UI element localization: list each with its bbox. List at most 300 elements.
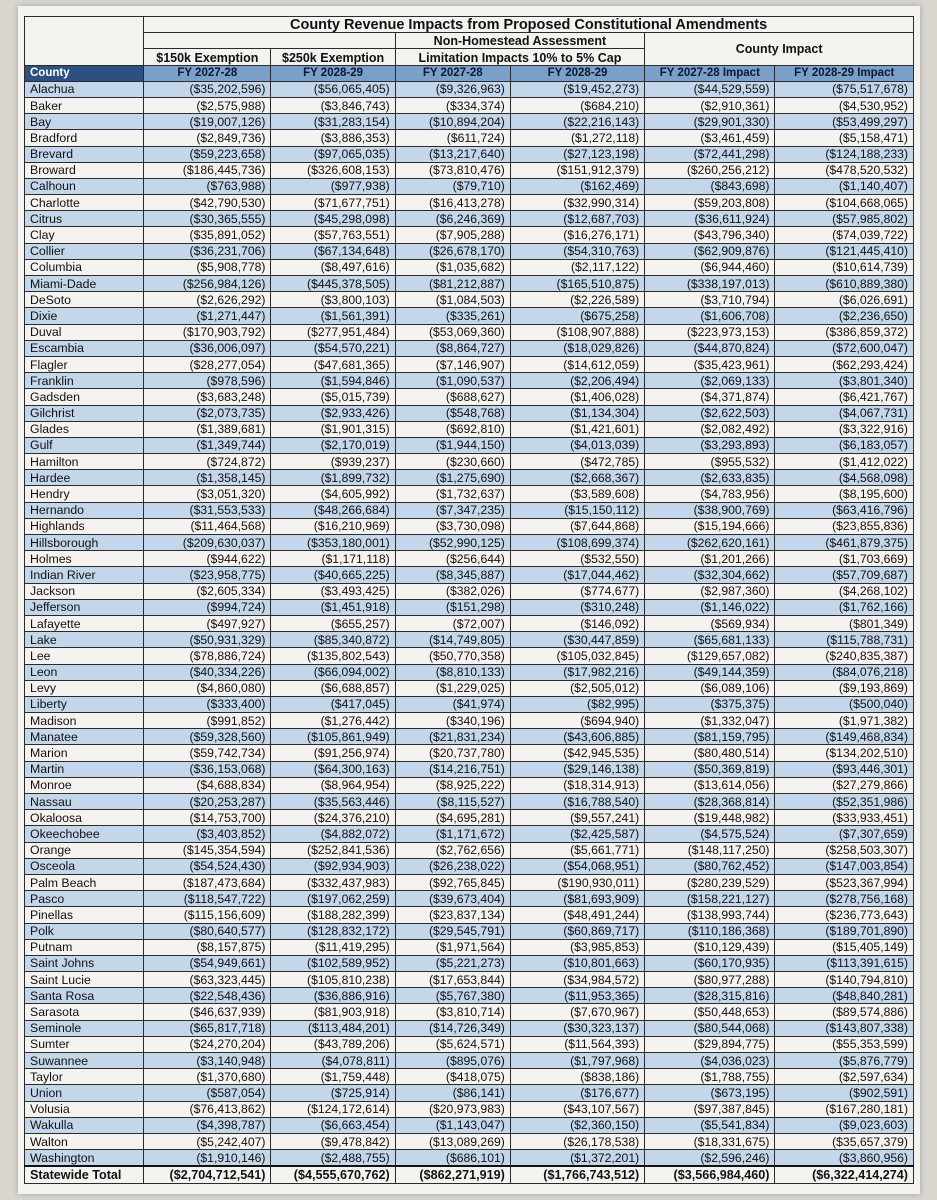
- value-cell: ($7,146,907): [395, 356, 510, 372]
- table-row: [25, 648, 914, 664]
- value-cell: ($1,271,447): [144, 308, 271, 324]
- value-cell: ($97,065,035): [271, 146, 395, 162]
- value-cell: ($17,044,462): [510, 567, 644, 583]
- table-row: [25, 632, 914, 648]
- table-row: [25, 1085, 914, 1101]
- value-cell: ($18,314,913): [510, 777, 644, 793]
- value-cell: ($2,206,494): [510, 373, 644, 389]
- table-row: [25, 1150, 914, 1167]
- value-cell: ($30,447,859): [510, 632, 644, 648]
- value-cell: ($5,661,771): [510, 842, 644, 858]
- value-cell: ($1,358,145): [144, 470, 271, 486]
- value-cell: ($39,673,404): [395, 891, 510, 907]
- county-name-cell: Wakulla: [25, 1117, 144, 1133]
- value-cell: ($45,298,098): [271, 211, 395, 227]
- value-cell: ($252,841,536): [271, 842, 395, 858]
- value-cell: ($148,117,250): [645, 842, 775, 858]
- table-row: [25, 405, 914, 421]
- value-cell: ($3,683,248): [144, 389, 271, 405]
- value-cell: ($1,370,680): [144, 1069, 271, 1085]
- value-cell: ($1,412,022): [775, 454, 914, 470]
- county-name-cell: Walton: [25, 1133, 144, 1149]
- table-row: [25, 777, 914, 793]
- value-cell: ($4,013,039): [510, 437, 644, 453]
- value-cell: ($145,354,594): [144, 842, 271, 858]
- value-cell: ($48,266,684): [271, 502, 395, 518]
- value-cell: ($115,788,731): [775, 632, 914, 648]
- county-name-cell: Levy: [25, 680, 144, 696]
- value-cell: ($4,605,992): [271, 486, 395, 502]
- value-cell: ($8,864,727): [395, 340, 510, 356]
- value-cell: ($20,973,983): [395, 1101, 510, 1117]
- value-cell: ($146,092): [510, 615, 644, 631]
- table-row: [25, 502, 914, 518]
- value-cell: ($19,007,126): [144, 114, 271, 130]
- value-cell: ($93,446,301): [775, 761, 914, 777]
- county-name-cell: Nassau: [25, 794, 144, 810]
- county-name-cell: Manatee: [25, 729, 144, 745]
- value-cell: ($262,620,161): [645, 535, 775, 551]
- table-row: [25, 373, 914, 389]
- county-name-cell: Citrus: [25, 211, 144, 227]
- value-cell: ($5,908,778): [144, 259, 271, 275]
- value-cell: ($692,810): [395, 421, 510, 437]
- table-row: [25, 308, 914, 324]
- value-cell: ($1,421,601): [510, 421, 644, 437]
- value-cell: ($2,117,122): [510, 259, 644, 275]
- county-name-cell: Jefferson: [25, 599, 144, 615]
- value-cell: ($23,958,775): [144, 567, 271, 583]
- value-cell: ($15,150,112): [510, 502, 644, 518]
- county-name-cell: Gulf: [25, 437, 144, 453]
- value-cell: ($3,403,852): [144, 826, 271, 842]
- value-cell: ($67,134,648): [271, 243, 395, 259]
- value-cell: ($4,398,787): [144, 1117, 271, 1133]
- value-cell: ($587,054): [144, 1085, 271, 1101]
- value-cell: ($135,802,543): [271, 648, 395, 664]
- value-cell: ($53,499,297): [775, 114, 914, 130]
- value-cell: ($27,279,866): [775, 777, 914, 793]
- value-cell: ($991,852): [144, 713, 271, 729]
- value-cell: ($124,172,614): [271, 1101, 395, 1117]
- value-cell: ($6,246,369): [395, 211, 510, 227]
- value-cell: ($686,101): [395, 1150, 510, 1167]
- value-cell: ($89,574,886): [775, 1004, 914, 1020]
- value-cell: ($3,051,320): [144, 486, 271, 502]
- total-value: ($6,322,414,274): [775, 1166, 914, 1183]
- value-cell: ($977,938): [271, 178, 395, 194]
- value-cell: ($26,678,170): [395, 243, 510, 259]
- county-name-cell: Broward: [25, 162, 144, 178]
- county-name-cell: Charlotte: [25, 195, 144, 211]
- value-cell: ($28,368,814): [645, 794, 775, 810]
- value-cell: ($140,794,810): [775, 972, 914, 988]
- value-cell: ($49,144,359): [645, 664, 775, 680]
- county-name-cell: Highlands: [25, 518, 144, 534]
- fy-header-1: FY 2027-28: [144, 65, 271, 81]
- value-cell: ($15,194,666): [645, 518, 775, 534]
- value-cell: ($2,668,367): [510, 470, 644, 486]
- value-cell: ($2,849,736): [144, 130, 271, 146]
- value-cell: ($30,365,555): [144, 211, 271, 227]
- county-name-cell: Okaloosa: [25, 810, 144, 826]
- value-cell: ($3,140,948): [144, 1053, 271, 1069]
- county-name-cell: Martin: [25, 761, 144, 777]
- fy-header-6: FY 2028-29 Impact: [775, 65, 914, 81]
- value-cell: ($230,660): [395, 454, 510, 470]
- value-cell: ($1,762,166): [775, 599, 914, 615]
- value-cell: ($1,899,732): [271, 470, 395, 486]
- value-cell: ($5,015,739): [271, 389, 395, 405]
- value-cell: ($1,035,682): [395, 259, 510, 275]
- county-name-cell: Holmes: [25, 551, 144, 567]
- value-cell: ($14,726,349): [395, 1020, 510, 1036]
- county-name-cell: Dixie: [25, 308, 144, 324]
- value-cell: ($74,039,722): [775, 227, 914, 243]
- value-cell: ($5,158,471): [775, 130, 914, 146]
- county-name-cell: Liberty: [25, 696, 144, 712]
- value-cell: ($382,026): [395, 583, 510, 599]
- value-cell: ($338,197,013): [645, 276, 775, 292]
- value-cell: ($149,468,834): [775, 729, 914, 745]
- value-cell: ($118,547,722): [144, 891, 271, 907]
- table-row: [25, 696, 914, 712]
- value-cell: ($11,953,365): [510, 988, 644, 1004]
- value-cell: ($3,293,893): [645, 437, 775, 453]
- value-cell: ($54,310,763): [510, 243, 644, 259]
- value-cell: ($1,944,150): [395, 437, 510, 453]
- value-cell: ($1,703,669): [775, 551, 914, 567]
- county-name-cell: Marion: [25, 745, 144, 761]
- value-cell: ($11,564,393): [510, 1036, 644, 1052]
- value-cell: ($340,196): [395, 713, 510, 729]
- value-cell: ($569,934): [645, 615, 775, 631]
- table-row: [25, 535, 914, 551]
- value-cell: ($497,927): [144, 615, 271, 631]
- value-cell: ($3,800,103): [271, 292, 395, 308]
- table-row: [25, 1101, 914, 1117]
- value-cell: ($1,910,146): [144, 1150, 271, 1167]
- value-cell: ($105,861,949): [271, 729, 395, 745]
- value-cell: ($50,369,819): [645, 761, 775, 777]
- county-name-cell: Union: [25, 1085, 144, 1101]
- value-cell: ($167,280,181): [775, 1101, 914, 1117]
- table-row: [25, 437, 914, 453]
- value-cell: ($7,670,967): [510, 1004, 644, 1020]
- county-name-cell: Escambia: [25, 340, 144, 356]
- value-cell: ($5,221,273): [395, 955, 510, 971]
- value-cell: ($80,640,577): [144, 923, 271, 939]
- value-cell: ($2,762,656): [395, 842, 510, 858]
- value-cell: ($3,589,608): [510, 486, 644, 502]
- value-cell: ($12,687,703): [510, 211, 644, 227]
- table-row: [25, 826, 914, 842]
- value-cell: ($26,238,022): [395, 858, 510, 874]
- table-row: [25, 713, 914, 729]
- table-row: [25, 114, 914, 130]
- value-cell: ($4,268,102): [775, 583, 914, 599]
- value-cell: ($188,282,399): [271, 907, 395, 923]
- value-cell: ($62,293,424): [775, 356, 914, 372]
- value-cell: ($18,331,675): [645, 1133, 775, 1149]
- value-cell: ($472,785): [510, 454, 644, 470]
- county-name-cell: Leon: [25, 664, 144, 680]
- value-cell: ($110,186,368): [645, 923, 775, 939]
- table-row: [25, 81, 914, 97]
- value-cell: ($1,349,744): [144, 437, 271, 453]
- table-row: [25, 729, 914, 745]
- value-cell: ($97,387,845): [645, 1101, 775, 1117]
- value-cell: ($40,665,225): [271, 567, 395, 583]
- county-name-cell: Miami-Dade: [25, 276, 144, 292]
- value-cell: ($36,231,706): [144, 243, 271, 259]
- value-cell: ($256,644): [395, 551, 510, 567]
- value-cell: ($85,340,872): [271, 632, 395, 648]
- value-cell: ($334,374): [395, 97, 510, 113]
- county-name-cell: DeSoto: [25, 292, 144, 308]
- value-cell: ($10,614,739): [775, 259, 914, 275]
- value-cell: ($1,140,407): [775, 178, 914, 194]
- value-cell: ($461,879,375): [775, 535, 914, 551]
- value-cell: ($165,510,875): [510, 276, 644, 292]
- table-row: [25, 1053, 914, 1069]
- value-cell: ($82,995): [510, 696, 644, 712]
- value-cell: ($1,759,448): [271, 1069, 395, 1085]
- county-name-cell: Lake: [25, 632, 144, 648]
- value-cell: ($40,334,226): [144, 664, 271, 680]
- value-cell: ($2,575,988): [144, 97, 271, 113]
- table-row: [25, 97, 914, 113]
- value-cell: ($64,300,163): [271, 761, 395, 777]
- county-name-cell: Lee: [25, 648, 144, 664]
- table-row: [25, 1004, 914, 1020]
- revenue-impact-table: [24, 16, 914, 1184]
- total-value: ($2,704,712,541): [144, 1166, 271, 1183]
- value-cell: ($43,606,885): [510, 729, 644, 745]
- statewide-total-row: [25, 1166, 914, 1183]
- value-cell: ($5,541,834): [645, 1117, 775, 1133]
- table-row: [25, 259, 914, 275]
- value-cell: ($3,985,853): [510, 939, 644, 955]
- table-row: [25, 178, 914, 194]
- value-cell: ($52,990,125): [395, 535, 510, 551]
- table-row: [25, 1117, 914, 1133]
- value-cell: ($71,677,751): [271, 195, 395, 211]
- value-cell: ($23,855,836): [775, 518, 914, 534]
- table-row: [25, 421, 914, 437]
- value-cell: ($23,837,134): [395, 907, 510, 923]
- county-column-header: County: [25, 65, 144, 81]
- value-cell: ($611,724): [395, 130, 510, 146]
- total-value: ($1,766,743,512): [510, 1166, 644, 1183]
- table-row: [25, 874, 914, 890]
- exemption-group-blank: [144, 33, 396, 49]
- value-cell: ($113,484,201): [271, 1020, 395, 1036]
- value-cell: ($6,026,691): [775, 292, 914, 308]
- value-cell: ($902,591): [775, 1085, 914, 1101]
- value-cell: ($1,797,968): [510, 1053, 644, 1069]
- table-row: [25, 146, 914, 162]
- value-cell: ($1,134,304): [510, 405, 644, 421]
- value-cell: ($50,448,653): [645, 1004, 775, 1020]
- county-impact-group-header: County Impact: [645, 33, 914, 65]
- table-row: [25, 972, 914, 988]
- value-cell: ($2,073,735): [144, 405, 271, 421]
- value-cell: ($278,756,168): [775, 891, 914, 907]
- value-cell: ($80,762,452): [645, 858, 775, 874]
- value-cell: ($326,608,153): [271, 162, 395, 178]
- county-name-cell: Seminole: [25, 1020, 144, 1036]
- table-row: [25, 599, 914, 615]
- value-cell: ($21,831,234): [395, 729, 510, 745]
- county-name-cell: Duval: [25, 324, 144, 340]
- value-cell: ($54,068,951): [510, 858, 644, 874]
- value-cell: ($838,186): [510, 1069, 644, 1085]
- value-cell: ($190,930,011): [510, 874, 644, 890]
- county-name-cell: Baker: [25, 97, 144, 113]
- county-name-cell: Sumter: [25, 1036, 144, 1052]
- value-cell: ($105,032,845): [510, 648, 644, 664]
- fy-header-5: FY 2027-28 Impact: [645, 65, 775, 81]
- value-cell: ($187,473,684): [144, 874, 271, 890]
- table-row: [25, 551, 914, 567]
- value-cell: ($128,832,172): [271, 923, 395, 939]
- value-cell: ($333,400): [144, 696, 271, 712]
- value-cell: ($60,170,935): [645, 955, 775, 971]
- value-cell: ($5,242,407): [144, 1133, 271, 1149]
- value-cell: ($63,416,796): [775, 502, 914, 518]
- value-cell: ($2,488,755): [271, 1150, 395, 1167]
- value-cell: ($8,195,600): [775, 486, 914, 502]
- value-cell: ($774,677): [510, 583, 644, 599]
- value-cell: ($29,545,791): [395, 923, 510, 939]
- value-cell: ($801,349): [775, 615, 914, 631]
- table-row: [25, 276, 914, 292]
- value-cell: ($2,226,589): [510, 292, 644, 308]
- document-page: [18, 6, 920, 1194]
- value-cell: ($78,886,724): [144, 648, 271, 664]
- value-cell: ($2,910,361): [645, 97, 775, 113]
- value-cell: ($3,710,794): [645, 292, 775, 308]
- value-cell: ($4,688,834): [144, 777, 271, 793]
- value-cell: ($3,461,459): [645, 130, 775, 146]
- value-cell: ($143,807,338): [775, 1020, 914, 1036]
- county-name-cell: Clay: [25, 227, 144, 243]
- table-body: [25, 81, 914, 1166]
- non-homestead-group-header: Non-Homestead Assessment: [395, 33, 645, 49]
- value-cell: ($353,180,001): [271, 535, 395, 551]
- table-row: [25, 955, 914, 971]
- value-cell: ($8,810,133): [395, 664, 510, 680]
- table-row: [25, 292, 914, 308]
- value-cell: ($151,912,379): [510, 162, 644, 178]
- value-cell: ($59,203,808): [645, 195, 775, 211]
- value-cell: ($2,236,650): [775, 308, 914, 324]
- value-cell: ($29,901,330): [645, 114, 775, 130]
- value-cell: ($4,783,956): [645, 486, 775, 502]
- value-cell: ($2,626,292): [144, 292, 271, 308]
- value-cell: ($548,768): [395, 405, 510, 421]
- table-row: [25, 1020, 914, 1036]
- value-cell: ($65,817,718): [144, 1020, 271, 1036]
- county-name-cell: Calhoun: [25, 178, 144, 194]
- county-name-cell: Hardee: [25, 470, 144, 486]
- value-cell: ($50,770,358): [395, 648, 510, 664]
- value-cell: ($53,069,360): [395, 324, 510, 340]
- value-cell: ($3,860,956): [775, 1150, 914, 1167]
- value-cell: ($236,773,643): [775, 907, 914, 923]
- value-cell: ($2,069,133): [645, 373, 775, 389]
- value-cell: ($36,006,097): [144, 340, 271, 356]
- value-cell: ($2,360,150): [510, 1117, 644, 1133]
- value-cell: ($57,709,687): [775, 567, 914, 583]
- value-cell: ($3,846,743): [271, 97, 395, 113]
- table-row: [25, 907, 914, 923]
- value-cell: ($86,141): [395, 1085, 510, 1101]
- table-row: [25, 211, 914, 227]
- value-cell: ($260,256,212): [645, 162, 775, 178]
- county-name-cell: Taylor: [25, 1069, 144, 1085]
- value-cell: ($1,389,681): [144, 421, 271, 437]
- value-cell: ($1,901,315): [271, 421, 395, 437]
- value-cell: ($2,622,503): [645, 405, 775, 421]
- value-cell: ($8,497,616): [271, 259, 395, 275]
- value-cell: ($523,367,994): [775, 874, 914, 890]
- value-cell: ($9,557,241): [510, 810, 644, 826]
- value-cell: ($9,326,963): [395, 81, 510, 97]
- value-cell: ($332,437,983): [271, 874, 395, 890]
- value-cell: ($170,903,792): [144, 324, 271, 340]
- value-cell: ($108,907,888): [510, 324, 644, 340]
- county-name-cell: Gilchrist: [25, 405, 144, 421]
- value-cell: ($8,925,222): [395, 777, 510, 793]
- value-cell: ($113,391,615): [775, 955, 914, 971]
- value-cell: ($4,036,023): [645, 1053, 775, 1069]
- value-cell: ($121,445,410): [775, 243, 914, 259]
- value-cell: ($843,698): [645, 178, 775, 194]
- value-cell: ($1,143,047): [395, 1117, 510, 1133]
- county-name-cell: Pinellas: [25, 907, 144, 923]
- value-cell: ($80,480,514): [645, 745, 775, 761]
- value-cell: ($16,210,969): [271, 518, 395, 534]
- value-cell: ($81,212,887): [395, 276, 510, 292]
- value-cell: ($684,210): [510, 97, 644, 113]
- county-name-cell: Columbia: [25, 259, 144, 275]
- county-name-cell: Hamilton: [25, 454, 144, 470]
- value-cell: ($1,171,672): [395, 826, 510, 842]
- value-cell: ($36,886,916): [271, 988, 395, 1004]
- value-cell: ($54,949,661): [144, 955, 271, 971]
- value-cell: ($84,076,218): [775, 664, 914, 680]
- value-cell: ($151,298): [395, 599, 510, 615]
- value-cell: ($6,944,460): [645, 259, 775, 275]
- value-cell: ($22,548,436): [144, 988, 271, 1004]
- value-cell: ($35,563,446): [271, 794, 395, 810]
- value-cell: ($41,974): [395, 696, 510, 712]
- table-row: [25, 680, 914, 696]
- county-name-cell: Saint Johns: [25, 955, 144, 971]
- value-cell: ($16,276,171): [510, 227, 644, 243]
- value-cell: ($386,859,372): [775, 324, 914, 340]
- table-row: [25, 195, 914, 211]
- value-cell: ($8,964,954): [271, 777, 395, 793]
- fy-header-3: FY 2027-28: [395, 65, 510, 81]
- value-cell: ($209,630,037): [144, 535, 271, 551]
- value-cell: ($2,987,360): [645, 583, 775, 599]
- value-cell: ($79,710): [395, 178, 510, 194]
- value-cell: ($1,606,708): [645, 308, 775, 324]
- value-cell: ($22,216,143): [510, 114, 644, 130]
